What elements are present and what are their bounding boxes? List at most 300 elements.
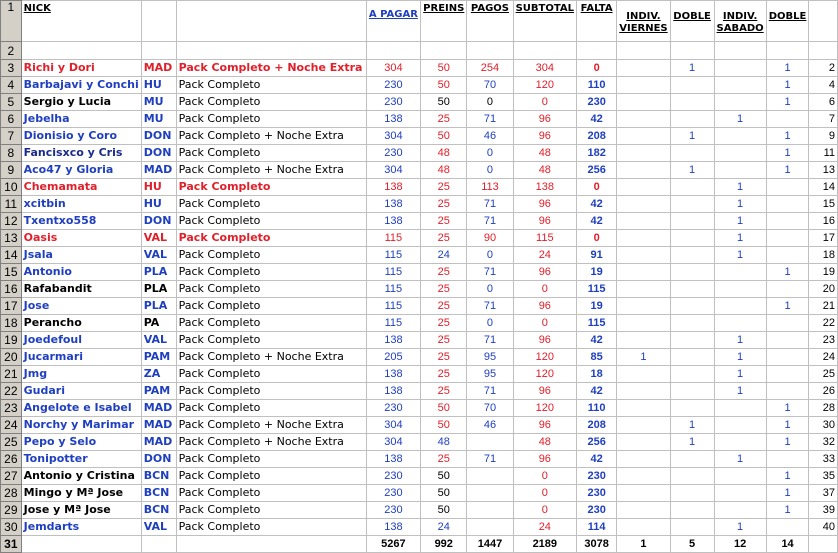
row-header[interactable]: 21 [1, 366, 22, 383]
pack-cell[interactable]: Pack Completo [176, 145, 366, 162]
falta-cell[interactable]: 182 [577, 145, 617, 162]
cell[interactable] [176, 1, 366, 42]
nick-cell[interactable]: Angelote e Isabel [21, 400, 141, 417]
indiv-viernes-cell[interactable] [617, 247, 670, 264]
nick-cell[interactable]: Mingo y Mª Jose [21, 485, 141, 502]
counter-cell[interactable]: 33 [809, 451, 838, 468]
preins-cell[interactable]: 25 [421, 196, 467, 213]
doble-cell-2[interactable]: 1 [766, 77, 809, 94]
nick-cell[interactable]: Fancisxco y Cris [21, 145, 141, 162]
row-header[interactable]: 20 [1, 349, 22, 366]
subtotal-cell[interactable]: 120 [513, 400, 576, 417]
team-cell[interactable]: DON [141, 213, 176, 230]
preins-cell[interactable]: 50 [421, 485, 467, 502]
subtotal-cell[interactable]: 96 [513, 196, 576, 213]
team-cell[interactable]: PLA [141, 298, 176, 315]
cell[interactable] [141, 1, 176, 42]
falta-cell[interactable]: 110 [577, 77, 617, 94]
pack-cell[interactable]: Pack Completo [176, 332, 366, 349]
team-cell[interactable]: VAL [141, 230, 176, 247]
cell[interactable] [809, 42, 838, 60]
team-cell[interactable]: HU [141, 179, 176, 196]
apagar-cell[interactable]: 138 [366, 179, 421, 196]
indiv-viernes-cell[interactable] [617, 94, 670, 111]
team-cell[interactable]: HU [141, 77, 176, 94]
preins-cell[interactable]: 50 [421, 77, 467, 94]
counter-cell[interactable]: 32 [809, 434, 838, 451]
preins-cell[interactable]: 50 [421, 128, 467, 145]
nick-cell[interactable]: Jucarmari [21, 349, 141, 366]
team-cell[interactable]: MAD [141, 162, 176, 179]
doble-cell-2[interactable] [766, 383, 809, 400]
pagos-cell[interactable]: 71 [467, 383, 513, 400]
doble-cell-2[interactable]: 1 [766, 468, 809, 485]
nick-cell[interactable]: Aco47 y Gloria [21, 162, 141, 179]
row-header[interactable]: 17 [1, 298, 22, 315]
pagos-cell[interactable]: 71 [467, 196, 513, 213]
falta-cell[interactable]: 256 [577, 434, 617, 451]
doble-cell-1[interactable] [670, 519, 714, 536]
falta-cell[interactable]: 230 [577, 468, 617, 485]
counter-cell[interactable]: 9 [809, 128, 838, 145]
pack-cell[interactable]: Pack Completo [176, 196, 366, 213]
team-cell[interactable]: PA [141, 315, 176, 332]
pagos-cell[interactable]: 0 [467, 94, 513, 111]
doble-cell-2[interactable] [766, 315, 809, 332]
nick-cell[interactable]: Antonio [21, 264, 141, 281]
pack-cell[interactable]: Pack Completo + Noche Extra [176, 128, 366, 145]
pack-cell[interactable]: Pack Completo [176, 264, 366, 281]
doble-cell-2[interactable]: 1 [766, 417, 809, 434]
pagos-cell[interactable] [467, 434, 513, 451]
counter-cell[interactable]: 17 [809, 230, 838, 247]
falta-cell[interactable]: 18 [577, 366, 617, 383]
nick-cell[interactable]: Richi y Dori [21, 60, 141, 77]
doble-cell-2[interactable]: 1 [766, 434, 809, 451]
preins-header[interactable]: PREINS [421, 1, 467, 42]
subtotal-cell[interactable]: 48 [513, 162, 576, 179]
subtotal-cell[interactable]: 138 [513, 179, 576, 196]
subtotal-cell[interactable]: 0 [513, 502, 576, 519]
pagos-cell[interactable]: 71 [467, 264, 513, 281]
doble-cell-1[interactable] [670, 264, 714, 281]
indiv-sabado-cell[interactable]: 1 [714, 519, 766, 536]
indiv-sabado-cell[interactable] [714, 128, 766, 145]
doble-cell-2[interactable] [766, 366, 809, 383]
preins-cell[interactable]: 50 [421, 60, 467, 77]
doble-cell-2[interactable]: 1 [766, 60, 809, 77]
row-header[interactable]: 22 [1, 383, 22, 400]
falta-cell[interactable]: 115 [577, 281, 617, 298]
indiv-sabado-cell[interactable] [714, 485, 766, 502]
preins-cell[interactable]: 25 [421, 230, 467, 247]
subtotal-cell[interactable]: 48 [513, 145, 576, 162]
pack-cell[interactable]: Pack Completo [176, 213, 366, 230]
subtotal-cell[interactable]: 96 [513, 213, 576, 230]
indiv-sabado-header[interactable]: INDIV. SABADO [714, 1, 766, 42]
falta-cell[interactable]: 42 [577, 332, 617, 349]
indiv-sabado-cell[interactable]: 1 [714, 196, 766, 213]
team-cell[interactable]: PAM [141, 383, 176, 400]
pack-cell[interactable]: Pack Completo [176, 247, 366, 264]
apagar-cell[interactable]: 138 [366, 111, 421, 128]
team-cell[interactable]: MAD [141, 417, 176, 434]
subtotal-cell[interactable]: 0 [513, 94, 576, 111]
indiv-viernes-cell[interactable] [617, 468, 670, 485]
doble-cell-2[interactable] [766, 111, 809, 128]
indiv-sabado-cell[interactable] [714, 417, 766, 434]
falta-cell[interactable]: 0 [577, 230, 617, 247]
row-header[interactable]: 27 [1, 468, 22, 485]
row-header[interactable]: 18 [1, 315, 22, 332]
falta-cell[interactable]: 230 [577, 502, 617, 519]
pack-cell[interactable]: Pack Completo [176, 94, 366, 111]
doble-cell-1[interactable]: 1 [670, 434, 714, 451]
preins-cell[interactable]: 25 [421, 315, 467, 332]
row-header[interactable]: 1 [1, 1, 22, 42]
indiv-sabado-cell[interactable]: 1 [714, 247, 766, 264]
cell[interactable] [617, 42, 670, 60]
pack-cell[interactable]: Pack Completo [176, 179, 366, 196]
pagos-cell[interactable]: 0 [467, 247, 513, 264]
apagar-cell[interactable]: 230 [366, 485, 421, 502]
pack-cell[interactable]: Pack Completo [176, 315, 366, 332]
indiv-viernes-cell[interactable] [617, 145, 670, 162]
nick-cell[interactable]: Oasis [21, 230, 141, 247]
doble-cell-2[interactable] [766, 196, 809, 213]
indiv-viernes-cell[interactable] [617, 332, 670, 349]
indiv-viernes-cell[interactable] [617, 281, 670, 298]
team-cell[interactable]: HU [141, 196, 176, 213]
team-cell[interactable]: MAD [141, 400, 176, 417]
row-header[interactable]: 12 [1, 213, 22, 230]
doble-cell-1[interactable] [670, 400, 714, 417]
preins-cell[interactable]: 24 [421, 247, 467, 264]
falta-cell[interactable]: 208 [577, 417, 617, 434]
preins-cell[interactable]: 25 [421, 383, 467, 400]
total-preins-cell[interactable]: 992 [421, 536, 467, 553]
pack-cell[interactable]: Pack Completo [176, 366, 366, 383]
pack-cell[interactable]: Pack Completo [176, 281, 366, 298]
total-apagar-cell[interactable]: 5267 [366, 536, 421, 553]
indiv-sabado-cell[interactable] [714, 315, 766, 332]
indiv-viernes-cell[interactable] [617, 315, 670, 332]
indiv-viernes-cell[interactable] [617, 77, 670, 94]
doble-cell-1[interactable] [670, 502, 714, 519]
pagos-header[interactable]: PAGOS [467, 1, 513, 42]
falta-cell[interactable]: 42 [577, 451, 617, 468]
pack-cell[interactable]: Pack Completo + Noche Extra [176, 434, 366, 451]
row-header[interactable]: 5 [1, 94, 22, 111]
doble-cell-1[interactable] [670, 298, 714, 315]
indiv-sabado-cell[interactable]: 1 [714, 230, 766, 247]
row-header[interactable]: 28 [1, 485, 22, 502]
pagos-cell[interactable]: 71 [467, 111, 513, 128]
preins-cell[interactable]: 48 [421, 145, 467, 162]
doble-cell-1[interactable] [670, 230, 714, 247]
subtotal-cell[interactable]: 48 [513, 434, 576, 451]
apagar-cell[interactable]: 205 [366, 349, 421, 366]
preins-cell[interactable]: 25 [421, 264, 467, 281]
indiv-viernes-cell[interactable] [617, 434, 670, 451]
doble-cell-2[interactable] [766, 519, 809, 536]
team-cell[interactable]: BCN [141, 485, 176, 502]
subtotal-cell[interactable]: 96 [513, 417, 576, 434]
pagos-cell[interactable]: 0 [467, 162, 513, 179]
indiv-viernes-cell[interactable] [617, 196, 670, 213]
subtotal-cell[interactable]: 96 [513, 383, 576, 400]
preins-cell[interactable]: 50 [421, 417, 467, 434]
indiv-viernes-cell[interactable]: 1 [617, 349, 670, 366]
pagos-cell[interactable] [467, 485, 513, 502]
apagar-cell[interactable]: 115 [366, 298, 421, 315]
nick-cell[interactable]: Pepo y Selo [21, 434, 141, 451]
doble-cell-2[interactable]: 1 [766, 400, 809, 417]
falta-cell[interactable]: 208 [577, 128, 617, 145]
apagar-cell[interactable]: 138 [366, 366, 421, 383]
indiv-sabado-cell[interactable] [714, 60, 766, 77]
indiv-sabado-cell[interactable] [714, 264, 766, 281]
nick-cell[interactable]: Jose [21, 298, 141, 315]
nick-cell[interactable]: Sergio y Lucia [21, 94, 141, 111]
subtotal-cell[interactable]: 120 [513, 349, 576, 366]
doble-cell-2[interactable] [766, 349, 809, 366]
falta-cell[interactable]: 42 [577, 111, 617, 128]
apagar-cell[interactable]: 138 [366, 451, 421, 468]
pack-cell[interactable]: Pack Completo [176, 451, 366, 468]
counter-cell[interactable]: 37 [809, 485, 838, 502]
apagar-cell[interactable]: 304 [366, 434, 421, 451]
team-cell[interactable]: PLA [141, 264, 176, 281]
counter-cell[interactable]: 40 [809, 519, 838, 536]
preins-cell[interactable]: 25 [421, 349, 467, 366]
counter-cell[interactable]: 24 [809, 349, 838, 366]
indiv-viernes-cell[interactable] [617, 179, 670, 196]
row-header[interactable]: 6 [1, 111, 22, 128]
counter-cell[interactable]: 22 [809, 315, 838, 332]
doble-cell-2[interactable] [766, 281, 809, 298]
falta-cell[interactable]: 110 [577, 400, 617, 417]
total-subtotal-cell[interactable]: 2189 [513, 536, 576, 553]
counter-cell[interactable]: 39 [809, 502, 838, 519]
counter-cell[interactable]: 15 [809, 196, 838, 213]
subtotal-cell[interactable]: 0 [513, 468, 576, 485]
doble-cell-1[interactable] [670, 145, 714, 162]
team-cell[interactable]: VAL [141, 247, 176, 264]
subtotal-cell[interactable]: 24 [513, 519, 576, 536]
falta-cell[interactable]: 42 [577, 383, 617, 400]
falta-cell[interactable]: 19 [577, 298, 617, 315]
indiv-sabado-cell[interactable]: 1 [714, 179, 766, 196]
indiv-sabado-cell[interactable]: 1 [714, 383, 766, 400]
row-header[interactable]: 29 [1, 502, 22, 519]
counter-cell[interactable]: 26 [809, 383, 838, 400]
indiv-sabado-cell[interactable] [714, 162, 766, 179]
apagar-cell[interactable]: 230 [366, 94, 421, 111]
subtotal-cell[interactable]: 120 [513, 77, 576, 94]
indiv-viernes-cell[interactable] [617, 400, 670, 417]
team-cell[interactable]: BCN [141, 468, 176, 485]
doble-cell-1[interactable] [670, 179, 714, 196]
indiv-viernes-cell[interactable] [617, 485, 670, 502]
indiv-viernes-cell[interactable] [617, 366, 670, 383]
counter-cell[interactable]: 13 [809, 162, 838, 179]
falta-cell[interactable]: 230 [577, 94, 617, 111]
doble-cell-1[interactable] [670, 366, 714, 383]
doble-cell-1[interactable] [670, 94, 714, 111]
row-header[interactable]: 7 [1, 128, 22, 145]
doble-cell-1[interactable] [670, 111, 714, 128]
pack-cell[interactable]: Pack Completo [176, 230, 366, 247]
nick-header[interactable]: NICK [21, 1, 141, 42]
team-cell[interactable]: ZA [141, 366, 176, 383]
doble-cell-2[interactable]: 1 [766, 298, 809, 315]
apagar-cell[interactable]: 138 [366, 196, 421, 213]
indiv-sabado-cell[interactable] [714, 502, 766, 519]
pagos-cell[interactable]: 70 [467, 400, 513, 417]
apagar-cell[interactable]: 138 [366, 332, 421, 349]
indiv-sabado-cell[interactable] [714, 298, 766, 315]
row-header[interactable]: 8 [1, 145, 22, 162]
total-d1-cell[interactable]: 5 [670, 536, 714, 553]
doble-cell-1[interactable] [670, 315, 714, 332]
doble-cell-1[interactable]: 1 [670, 128, 714, 145]
falta-cell[interactable]: 114 [577, 519, 617, 536]
indiv-viernes-header[interactable]: INDIV. VIERNES [617, 1, 670, 42]
counter-cell[interactable]: 2 [809, 60, 838, 77]
falta-cell[interactable]: 256 [577, 162, 617, 179]
doble-cell-1[interactable] [670, 77, 714, 94]
doble-cell-2[interactable]: 1 [766, 485, 809, 502]
nick-cell[interactable]: Perancho [21, 315, 141, 332]
counter-cell[interactable]: 35 [809, 468, 838, 485]
doble-header-1[interactable]: DOBLE [670, 1, 714, 42]
cell[interactable] [366, 42, 421, 60]
row-header[interactable]: 15 [1, 264, 22, 281]
nick-cell[interactable]: Tonipotter [21, 451, 141, 468]
falta-cell[interactable]: 85 [577, 349, 617, 366]
row-header[interactable]: 10 [1, 179, 22, 196]
indiv-viernes-cell[interactable] [617, 60, 670, 77]
cell[interactable] [141, 42, 176, 60]
counter-cell[interactable]: 11 [809, 145, 838, 162]
team-cell[interactable]: DON [141, 451, 176, 468]
pack-cell[interactable]: Pack Completo [176, 111, 366, 128]
pagos-cell[interactable]: 71 [467, 451, 513, 468]
doble-cell-2[interactable]: 1 [766, 502, 809, 519]
row-header[interactable]: 13 [1, 230, 22, 247]
apagar-cell[interactable]: 230 [366, 77, 421, 94]
nick-cell[interactable]: Rafabandit [21, 281, 141, 298]
apagar-cell[interactable]: 304 [366, 128, 421, 145]
doble-cell-1[interactable] [670, 485, 714, 502]
counter-cell[interactable]: 20 [809, 281, 838, 298]
doble-cell-2[interactable] [766, 451, 809, 468]
apagar-cell[interactable]: 230 [366, 145, 421, 162]
total-iv-cell[interactable]: 1 [617, 536, 670, 553]
falta-header[interactable]: FALTA [577, 1, 617, 42]
team-cell[interactable]: MU [141, 94, 176, 111]
doble-cell-1[interactable] [670, 468, 714, 485]
pagos-cell[interactable]: 71 [467, 213, 513, 230]
indiv-viernes-cell[interactable] [617, 264, 670, 281]
doble-cell-1[interactable] [670, 281, 714, 298]
pagos-cell[interactable]: 90 [467, 230, 513, 247]
pagos-cell[interactable]: 0 [467, 315, 513, 332]
doble-cell-1[interactable]: 1 [670, 417, 714, 434]
doble-cell-2[interactable] [766, 332, 809, 349]
nick-cell[interactable]: Jebelha [21, 111, 141, 128]
subtotal-cell[interactable]: 96 [513, 264, 576, 281]
apagar-cell[interactable]: 115 [366, 230, 421, 247]
apagar-cell[interactable]: 115 [366, 281, 421, 298]
team-cell[interactable]: VAL [141, 519, 176, 536]
nick-cell[interactable]: Jmg [21, 366, 141, 383]
cell[interactable] [176, 536, 366, 553]
preins-cell[interactable]: 48 [421, 434, 467, 451]
doble-cell-1[interactable]: 1 [670, 162, 714, 179]
preins-cell[interactable]: 25 [421, 111, 467, 128]
pagos-cell[interactable]: 71 [467, 332, 513, 349]
subtotal-cell[interactable]: 96 [513, 332, 576, 349]
indiv-viernes-cell[interactable] [617, 383, 670, 400]
cell[interactable] [809, 536, 838, 553]
nick-cell[interactable]: Jemdarts [21, 519, 141, 536]
preins-cell[interactable]: 50 [421, 502, 467, 519]
team-cell[interactable]: PLA [141, 281, 176, 298]
team-cell[interactable]: PAM [141, 349, 176, 366]
nick-cell[interactable]: Norchy y Marimar [21, 417, 141, 434]
apagar-cell[interactable]: 115 [366, 315, 421, 332]
team-cell[interactable]: BCN [141, 502, 176, 519]
pack-cell[interactable]: Pack Completo + Noche Extra [176, 162, 366, 179]
pack-cell[interactable]: Pack Completo [176, 485, 366, 502]
indiv-sabado-cell[interactable]: 1 [714, 366, 766, 383]
preins-cell[interactable]: 50 [421, 468, 467, 485]
row-header[interactable]: 16 [1, 281, 22, 298]
nick-cell[interactable]: Joedefoul [21, 332, 141, 349]
cell[interactable] [809, 1, 838, 42]
apagar-cell[interactable]: 138 [366, 213, 421, 230]
indiv-viernes-cell[interactable] [617, 128, 670, 145]
pagos-cell[interactable]: 113 [467, 179, 513, 196]
row-header[interactable]: 23 [1, 400, 22, 417]
indiv-sabado-cell[interactable]: 1 [714, 332, 766, 349]
apagar-cell[interactable]: 115 [366, 264, 421, 281]
counter-cell[interactable]: 6 [809, 94, 838, 111]
falta-cell[interactable]: 0 [577, 179, 617, 196]
team-cell[interactable]: VAL [141, 332, 176, 349]
total-pagos-cell[interactable]: 1447 [467, 536, 513, 553]
pagos-cell[interactable]: 0 [467, 145, 513, 162]
falta-cell[interactable]: 42 [577, 196, 617, 213]
counter-cell[interactable]: 25 [809, 366, 838, 383]
counter-cell[interactable]: 28 [809, 400, 838, 417]
pagos-cell[interactable] [467, 502, 513, 519]
row-header[interactable]: 30 [1, 519, 22, 536]
doble-cell-2[interactable] [766, 230, 809, 247]
indiv-sabado-cell[interactable] [714, 434, 766, 451]
team-cell[interactable]: MAD [141, 434, 176, 451]
nick-cell[interactable]: Chemamata [21, 179, 141, 196]
pagos-cell[interactable]: 46 [467, 417, 513, 434]
counter-cell[interactable]: 18 [809, 247, 838, 264]
doble-header-2[interactable]: DOBLE [766, 1, 809, 42]
preins-cell[interactable]: 50 [421, 94, 467, 111]
doble-cell-1[interactable]: 1 [670, 60, 714, 77]
subtotal-cell[interactable]: 96 [513, 111, 576, 128]
indiv-sabado-cell[interactable] [714, 94, 766, 111]
